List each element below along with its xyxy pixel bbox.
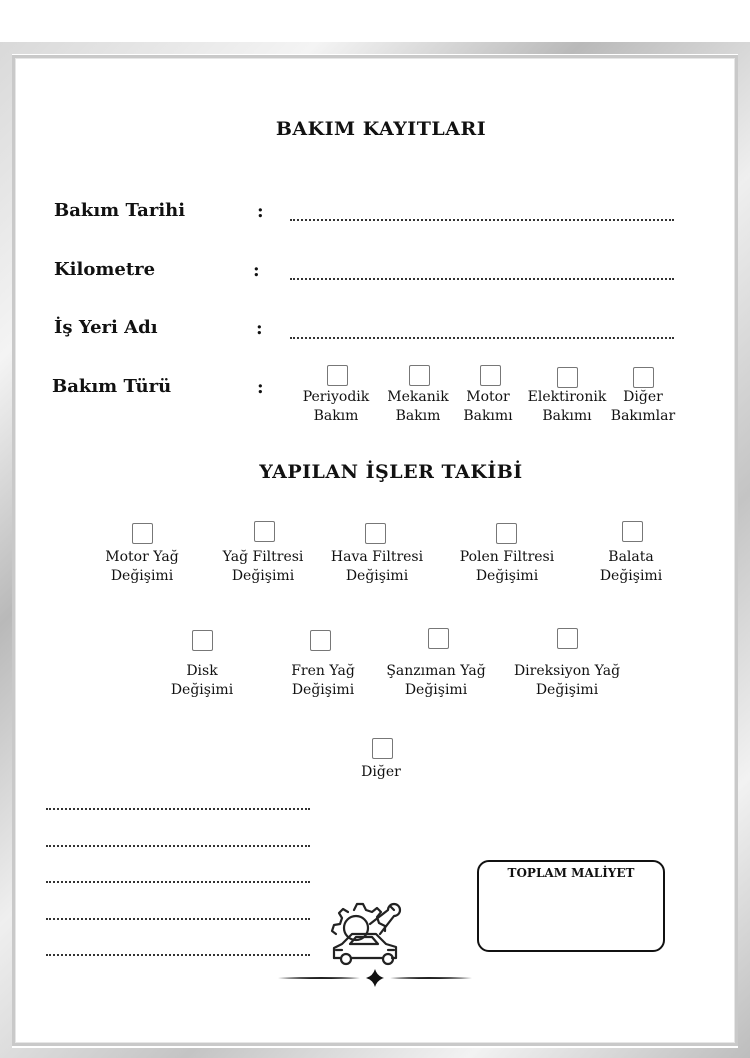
note-line[interactable] — [46, 808, 310, 810]
other-task-label: Diğer — [361, 764, 401, 780]
electronic-option-label: Elektironik Bakımı — [527, 389, 607, 424]
date-label: Bakım Tarihi — [54, 200, 186, 221]
brake-fluid-label: Fren Yağ Değişimi — [291, 663, 355, 698]
brake-pad-checkbox[interactable] — [622, 521, 643, 542]
other-task-checkbox[interactable] — [372, 738, 393, 759]
motor-oil-checkbox[interactable] — [132, 523, 153, 544]
disc-checkbox[interactable] — [192, 630, 213, 651]
type-colon: : — [257, 377, 264, 398]
date-field[interactable] — [290, 219, 674, 221]
brake-pad-label: Balata Değişimi — [599, 549, 663, 584]
motor-option-label: Motor Bakımı — [463, 389, 513, 424]
steering-fluid-label: Direksiyon Yağ Değişimi — [513, 663, 621, 698]
air-filter-checkbox[interactable] — [365, 523, 386, 544]
type-label: Bakım Türü — [52, 376, 172, 397]
brake-fluid-checkbox[interactable] — [310, 630, 331, 651]
workplace-field[interactable] — [290, 337, 674, 339]
electronic-checkbox[interactable] — [557, 367, 578, 388]
note-line[interactable] — [46, 954, 310, 956]
pollen-filter-checkbox[interactable] — [496, 523, 517, 544]
km-field[interactable] — [290, 278, 674, 280]
motor-checkbox[interactable] — [480, 365, 501, 386]
mechanic-checkbox[interactable] — [409, 365, 430, 386]
workplace-label: İş Yeri Adı — [54, 317, 158, 338]
note-line[interactable] — [46, 881, 310, 883]
pollen-filter-label: Polen Filtresi Değişimi — [459, 549, 555, 584]
oil-filter-label: Yağ Filtresi Değişimi — [222, 549, 304, 584]
section-title: YAPILAN İŞLER TAKİBİ — [259, 461, 523, 483]
note-line[interactable] — [46, 845, 310, 847]
oil-filter-checkbox[interactable] — [254, 521, 275, 542]
total-cost-label: TOPLAM MALİYET — [507, 866, 635, 880]
km-label: Kilometre — [54, 259, 156, 280]
motor-oil-label: Motor Yağ Değişimi — [105, 549, 179, 584]
date-colon: : — [257, 201, 264, 222]
gearbox-oil-label: Şanzıman Yağ Değişimi — [386, 663, 486, 698]
km-colon: : — [253, 260, 260, 281]
workplace-colon: : — [256, 318, 263, 339]
air-filter-label: Hava Filtresi Değişimi — [330, 549, 424, 584]
periodic-option-label: Periyodik Bakım — [302, 389, 370, 424]
note-line[interactable] — [46, 918, 310, 920]
star-divider-icon — [278, 966, 472, 990]
car-gear-wrench-icon — [326, 898, 408, 972]
total-cost-box[interactable] — [477, 860, 665, 952]
gearbox-oil-checkbox[interactable] — [428, 628, 449, 649]
other-maintenance-checkbox[interactable] — [633, 367, 654, 388]
disc-label: Disk Değişimi — [170, 663, 234, 698]
periodic-checkbox[interactable] — [327, 365, 348, 386]
mechanic-option-label: Mekanik Bakım — [387, 389, 449, 424]
page-title: BAKIM KAYITLARI — [275, 118, 487, 140]
steering-fluid-checkbox[interactable] — [557, 628, 578, 649]
other-maintenance-option-label: Diğer Bakımlar — [610, 389, 676, 424]
